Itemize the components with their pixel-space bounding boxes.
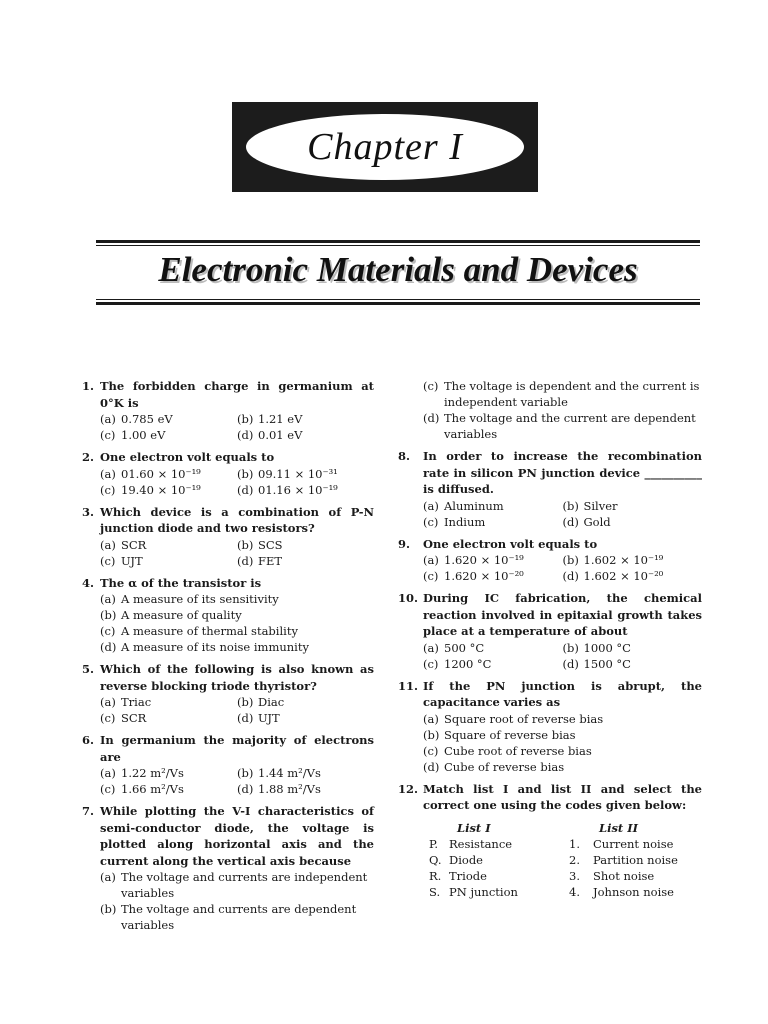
question-number: 2. [82, 450, 95, 464]
list-2-item: Shot noise [593, 868, 655, 883]
option [423, 743, 702, 759]
option-label: (c) [423, 379, 439, 393]
options-row [100, 466, 374, 482]
options-row [100, 427, 374, 443]
options [398, 498, 702, 530]
option [423, 656, 563, 672]
question-1 [82, 378, 374, 443]
option-text: 1200 °C [444, 656, 492, 671]
option-text: SCR [121, 537, 147, 552]
list-1-item: PN junction [449, 884, 518, 899]
question-12 [398, 781, 702, 814]
options-row [423, 711, 702, 727]
option-text: The voltage and the current are dependent variables [444, 411, 696, 441]
option-text: Gold [583, 514, 611, 529]
option-label: (a) [100, 537, 116, 552]
option [100, 694, 237, 710]
options-row [100, 869, 374, 901]
question-header [398, 536, 702, 553]
options [82, 591, 374, 655]
option [237, 694, 374, 710]
option-label: (c) [423, 569, 439, 583]
option [100, 623, 374, 639]
option-text: 1.66 m²/Vs [121, 782, 184, 796]
option-label: (d) [237, 782, 254, 796]
option-text: 01.16 × 10⁻¹⁹ [258, 482, 338, 497]
option-label: (d) [562, 569, 579, 583]
option [237, 537, 374, 553]
question-text: Which device is a combination of P-N junction diode and two resistors? [100, 504, 374, 535]
option-text: The voltage and currents are independent variables [121, 870, 368, 900]
option-text: 1.620 × 10⁻¹⁹ [444, 553, 524, 567]
option-text: 19.40 × 10⁻¹⁹ [121, 482, 201, 497]
option-text: A measure of its sensitivity [121, 592, 279, 606]
options-row [423, 498, 702, 514]
options-row [100, 694, 374, 710]
option [423, 568, 563, 584]
list-1-letter: R. [429, 868, 442, 883]
option-text: 0.01 eV [258, 428, 303, 442]
option [100, 482, 237, 498]
options [398, 711, 702, 775]
option-text: 1.44 m²/Vs [258, 766, 321, 780]
option-label: (a) [100, 695, 116, 709]
option-label: (c) [100, 482, 116, 497]
options-row [100, 607, 374, 623]
options-row [100, 901, 374, 933]
option-text: A measure of its noise immunity [121, 640, 309, 654]
option-label: (c) [423, 514, 439, 529]
option [563, 568, 703, 584]
option-label: (d) [562, 514, 579, 529]
match-table [398, 820, 702, 900]
question-header [82, 449, 374, 466]
option-label: (b) [237, 695, 254, 709]
option-text: Cube root of reverse bias [444, 743, 592, 758]
options [82, 694, 374, 726]
option-label: (d) [423, 411, 440, 425]
option-text: 1500 °C [583, 656, 631, 671]
list-2-number: 3. [569, 868, 580, 883]
option [100, 901, 374, 933]
list-1-letter: S. [429, 884, 441, 899]
option-label: (c) [100, 553, 116, 568]
options-row [423, 656, 702, 672]
question-11 [398, 678, 702, 775]
question-number: 1. [82, 379, 95, 393]
options-row [423, 759, 702, 775]
options-row [100, 781, 374, 797]
question-text: One electron volt equals to [423, 536, 598, 551]
question-text: Match list I and list II and select the correct one using the codes given below: [423, 781, 702, 812]
options-row [398, 410, 702, 442]
option [237, 482, 374, 498]
option [237, 553, 374, 569]
option-label: (a) [423, 711, 439, 726]
option [423, 498, 563, 514]
option [237, 427, 374, 443]
question-header [398, 448, 702, 498]
options [398, 552, 702, 584]
option [563, 514, 703, 530]
question-text: One electron volt equals to [100, 450, 275, 464]
question-number: 3. [82, 504, 95, 519]
option-label: (d) [237, 428, 254, 442]
match-row [423, 884, 702, 900]
list-1-item: Triode [449, 868, 487, 883]
question-7-continued [398, 378, 702, 442]
question-header [82, 732, 374, 765]
option-text: 01.60 × 10⁻¹⁹ [121, 466, 201, 481]
option-text: 500 °C [444, 640, 485, 655]
question-text: During IC fabrication, the chemical reaction involved in epitaxial growth takes place at a temperature of about [423, 591, 702, 638]
chapter-oval [246, 114, 524, 180]
option [563, 552, 703, 568]
option-text: SCS [258, 537, 283, 552]
options-row [100, 482, 374, 498]
option [423, 640, 563, 656]
option-label: (d) [423, 759, 440, 774]
option-label: (b) [237, 766, 254, 780]
option-label: (b) [562, 498, 579, 513]
option-text: 1.602 × 10⁻²⁰ [583, 569, 664, 583]
option-label: (a) [100, 766, 116, 780]
option [423, 759, 702, 775]
option-text: 1.21 eV [258, 412, 303, 426]
title-rule-bottom-thin [96, 299, 700, 300]
question-6 [82, 732, 374, 797]
question-number: 7. [82, 804, 95, 818]
option [100, 781, 237, 797]
option [423, 552, 563, 568]
option [100, 553, 237, 569]
right-questions [398, 448, 702, 814]
option-text: A measure of quality [121, 608, 242, 622]
options-row [100, 639, 374, 655]
option-text: UJT [258, 711, 280, 725]
option-text: Silver [583, 498, 618, 513]
options [398, 640, 702, 672]
options-row [100, 553, 374, 569]
question-text: The forbidden charge in germanium at 0°K is [100, 379, 374, 410]
chapter-label: Chapter I [307, 126, 463, 168]
question-header [398, 781, 702, 814]
option-text: 1.22 m²/Vs [121, 766, 184, 780]
options-row [100, 591, 374, 607]
option-label: (d) [100, 640, 117, 654]
match-row [423, 836, 702, 852]
list-2-number: 1. [569, 836, 580, 851]
option-text: 1.00 eV [121, 428, 166, 442]
option [237, 466, 374, 482]
option [100, 537, 237, 553]
option-label: (b) [100, 608, 117, 622]
options-row [100, 411, 374, 427]
option-text: Square of reverse bias [444, 727, 576, 742]
option-text: SCR [121, 711, 147, 725]
option-label: (c) [100, 428, 116, 442]
option-label: (a) [423, 553, 439, 567]
question-text: While plotting the V-I characteristics of semi-conductor diode, the voltage is plotted along horizontal axis and the current along the vertical axis because [100, 804, 374, 868]
question-number: 4. [82, 575, 95, 590]
list-2-item: Johnson noise [593, 884, 674, 899]
question-8 [398, 448, 702, 530]
option [563, 498, 703, 514]
option-label: (b) [237, 412, 254, 426]
options [82, 466, 374, 498]
option-label: (b) [562, 640, 579, 655]
option-text: 0.785 eV [121, 412, 173, 426]
options-row [423, 727, 702, 743]
option-label: (b) [562, 553, 579, 567]
option-text: Triac [121, 695, 152, 709]
question-text: Which of the following is also known as reverse blocking triode thyristor? [100, 662, 374, 693]
question-number: 5. [82, 662, 95, 676]
option [563, 640, 703, 656]
title-rule-bottom-thick [96, 302, 700, 305]
question-10 [398, 590, 702, 672]
option-text: Diac [258, 695, 285, 709]
option-text: 1.88 m²/Vs [258, 782, 321, 796]
option-label: (b) [100, 902, 117, 916]
option [100, 466, 237, 482]
list-2-header: List II [599, 820, 639, 835]
list-1-header: List I [457, 820, 491, 835]
option [100, 639, 374, 655]
question-header [82, 378, 374, 411]
option [423, 378, 702, 410]
option-text: Aluminum [444, 498, 504, 513]
option-text: The voltage and currents are dependent variables [121, 902, 357, 932]
option [237, 710, 374, 726]
options-row [100, 710, 374, 726]
option-label: (c) [423, 656, 439, 671]
option-label: (c) [100, 782, 116, 796]
option-label: (d) [237, 711, 254, 725]
page-title: Electronic Materials and Devices [158, 250, 638, 289]
question-number: 9. [398, 536, 411, 551]
match-table-rows [423, 836, 702, 900]
option-text: 1.620 × 10⁻²⁰ [444, 569, 524, 583]
option-text: 1.602 × 10⁻¹⁹ [583, 553, 664, 567]
question-header [82, 504, 374, 537]
options-row [100, 537, 374, 553]
list-2-item: Partition noise [593, 852, 678, 867]
option-text: Indium [444, 514, 486, 529]
list-1-letter: P. [429, 836, 439, 851]
option-label: (b) [237, 466, 254, 481]
option-label: (a) [423, 640, 439, 655]
option-label: (b) [423, 727, 440, 742]
option [100, 591, 374, 607]
options-row [423, 640, 702, 656]
list-1-item: Resistance [449, 836, 513, 851]
list-2-number: 4. [569, 884, 580, 899]
question-2 [82, 449, 374, 498]
option [237, 765, 374, 781]
option-label: (a) [100, 592, 116, 606]
question-number: 10. [398, 591, 419, 605]
question-number: 6. [82, 733, 95, 747]
list-1-letter: Q. [429, 852, 442, 867]
option-text: FET [258, 553, 283, 568]
question-5 [82, 661, 374, 726]
title-rule-top-thick [96, 240, 700, 243]
option [100, 869, 374, 901]
option [563, 656, 703, 672]
option [100, 765, 237, 781]
option-label: (c) [423, 743, 439, 758]
option [100, 710, 237, 726]
option-text: The voltage is dependent and the current is independent variable [444, 379, 700, 409]
question-header [398, 590, 702, 640]
option-label: (d) [562, 656, 579, 671]
question-text: The α of the transistor is [100, 575, 262, 590]
list-1-item: Diode [449, 852, 483, 867]
option-text: 09.11 × 10⁻³¹ [258, 466, 338, 481]
option-label: (a) [100, 870, 116, 884]
question-header [82, 803, 374, 869]
list-2-item: Current noise [593, 836, 674, 851]
options-row [423, 514, 702, 530]
question-text: If the PN junction is abrupt, the capacitance varies as [423, 678, 702, 709]
options-row [398, 378, 702, 410]
options-row [423, 568, 702, 584]
option-text: 1000 °C [583, 640, 631, 655]
option [423, 410, 702, 442]
option-text: Square root of reverse bias [444, 711, 604, 726]
options [82, 411, 374, 443]
option-label: (a) [100, 466, 116, 481]
option [237, 781, 374, 797]
option-text: A measure of thermal stability [121, 624, 298, 638]
option [423, 514, 563, 530]
question-number: 8. [398, 449, 411, 463]
match-row [423, 852, 702, 868]
question-3 [82, 504, 374, 569]
option-label: (d) [237, 482, 254, 497]
options-row [423, 552, 702, 568]
options [82, 765, 374, 797]
option [237, 411, 374, 427]
question-9 [398, 536, 702, 585]
option-text: Cube of reverse bias [444, 759, 565, 774]
question-number: 11. [398, 678, 419, 693]
options-row [423, 743, 702, 759]
option [423, 711, 702, 727]
option [423, 727, 702, 743]
question-header [82, 661, 374, 694]
option-label: (b) [237, 537, 254, 552]
option-label: (d) [237, 553, 254, 568]
match-table-header [423, 820, 702, 836]
right-column [398, 378, 702, 900]
question-header [82, 575, 374, 592]
option-text: UJT [121, 553, 143, 568]
options-row [100, 765, 374, 781]
question-text: In order to increase the recombination rate in silicon PN junction device __________ is diffused. [423, 449, 702, 496]
question-4 [82, 575, 374, 656]
option-label: (c) [100, 711, 116, 725]
option [100, 427, 237, 443]
options [82, 537, 374, 569]
option-label: (a) [100, 412, 116, 426]
options-row [100, 623, 374, 639]
question-header [398, 678, 702, 711]
question-7 [82, 803, 374, 933]
chapter-banner [232, 102, 538, 192]
question-text: In germanium the majority of electrons are [100, 733, 374, 764]
option-label: (a) [423, 498, 439, 513]
question-number: 12. [398, 781, 419, 796]
option [100, 607, 374, 623]
options [82, 869, 374, 933]
match-row [423, 868, 702, 884]
left-column [82, 378, 374, 939]
title-rule-top-thin [96, 245, 700, 246]
option [100, 411, 237, 427]
option-label: (c) [100, 624, 116, 638]
list-2-number: 2. [569, 852, 580, 867]
